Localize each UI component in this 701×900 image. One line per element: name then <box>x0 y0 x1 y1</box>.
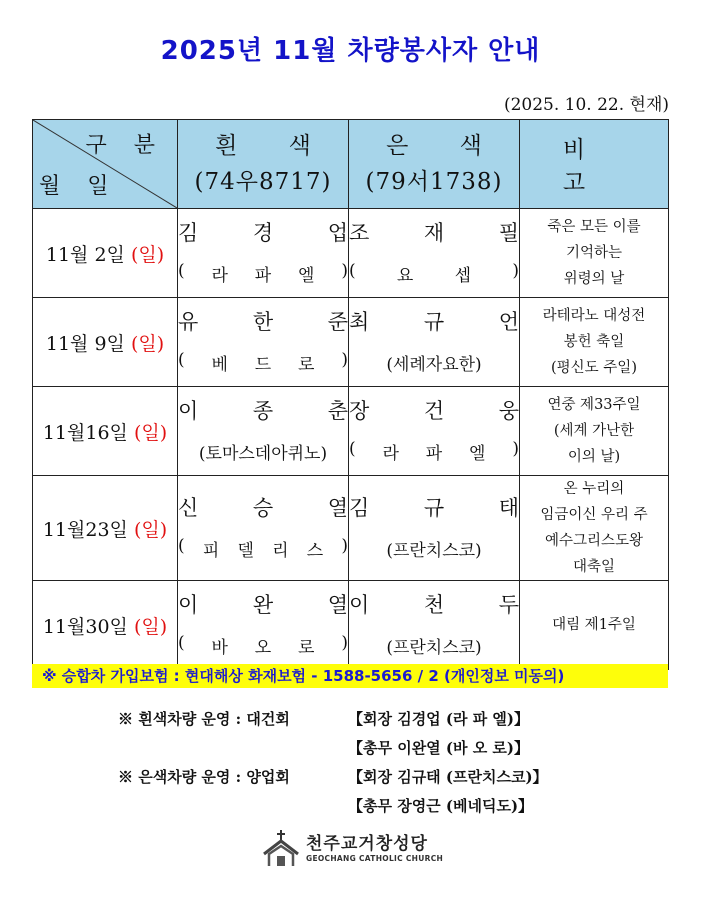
silver-volunteer-name-char: 조 <box>349 220 370 245</box>
white-baptism-name-char: ) <box>341 260 348 281</box>
weekday-sunday: (일) <box>130 332 165 355</box>
silver-volunteer-name-char: 태 <box>498 495 519 520</box>
table-row <box>33 298 669 387</box>
date-cell <box>33 209 178 298</box>
white-volunteer-cell <box>178 298 349 387</box>
silver-volunteer-name-char: 이 <box>349 592 370 617</box>
white-baptism-name-char: 델 <box>237 540 254 561</box>
note-header: 비 고 <box>520 120 669 209</box>
white-volunteer-name-char: 김 <box>178 220 199 245</box>
as-of-date: (2025. 10. 22. 현재) <box>503 95 669 115</box>
table-row <box>33 387 669 476</box>
white-volunteer-name-char: 열 <box>327 592 348 617</box>
church-name-english: GEOCHANG CATHOLIC CHURCH <box>306 853 444 863</box>
white-baptism-name <box>178 261 348 286</box>
white-volunteer-name <box>178 589 348 619</box>
white-baptism-name-char: 바 <box>211 637 228 658</box>
white-car-plate: (74우8717) <box>194 169 332 195</box>
white-baptism-name-char: ) <box>341 535 348 556</box>
white-volunteer-name-char: 완 <box>252 592 274 617</box>
silver-baptism-name-char: 엘 <box>469 443 486 464</box>
silver-baptism-name <box>349 439 519 464</box>
silver-baptism-name-char: 요 <box>396 265 414 286</box>
date-cell <box>33 298 178 387</box>
white-baptism-name-char: ( <box>178 535 185 556</box>
note-line: 대축일 <box>572 559 616 575</box>
white-baptism-name <box>178 350 348 375</box>
white-baptism-name-char: ( <box>178 349 185 370</box>
note-cell <box>520 476 669 581</box>
church-name-korean: 천주교거창성당 <box>306 833 428 854</box>
silver-baptism-name <box>349 261 519 286</box>
white-volunteer-name <box>178 395 348 425</box>
silver-car-label: 은 색 <box>386 133 504 159</box>
note-line: 기억하는 <box>565 245 623 261</box>
white-volunteer-name <box>178 217 348 247</box>
white-baptism-name-char: 오 <box>254 637 272 658</box>
white-volunteer-name-char: 경 <box>252 220 274 245</box>
silver-baptism-name-char: ) <box>512 438 519 459</box>
note-cell <box>520 209 669 298</box>
white-volunteer-name-char: 춘 <box>327 398 348 423</box>
silver-baptism-name-char: ( <box>349 260 356 281</box>
white-volunteer-cell <box>178 476 349 581</box>
white-volunteer-cell <box>178 209 349 298</box>
note-line: 봉헌 축일 <box>563 334 625 350</box>
operation-officer: 【총무 이완열 (바 오 로)】 <box>348 739 530 757</box>
date-text: 11월23일 <box>42 518 128 541</box>
white-baptism-name-char: ( <box>178 260 185 281</box>
silver-volunteer-name-char: 김 <box>349 495 370 520</box>
silver-volunteer-name-char: 건 <box>423 398 445 423</box>
white-volunteer-name-char: 한 <box>252 309 274 334</box>
silver-volunteer-name-char: 두 <box>498 592 519 617</box>
note-line: 예수그리스도왕 <box>544 533 644 549</box>
table-header-row <box>33 120 669 209</box>
corner-header-cell <box>33 120 178 209</box>
silver-baptism-name-char: 셉 <box>454 265 472 286</box>
operation-row <box>118 791 548 820</box>
white-volunteer-name-char: 이 <box>178 398 199 423</box>
silver-baptism-name-char: ( <box>349 438 356 459</box>
date-cell <box>33 476 178 581</box>
silver-volunteer-cell <box>349 298 520 387</box>
date-text: 11월30일 <box>42 615 128 638</box>
white-volunteer-cell <box>178 581 349 670</box>
date-cell <box>33 581 178 670</box>
table-row <box>33 581 669 670</box>
date-text: 11월16일 <box>42 421 128 444</box>
white-baptism-name: (토마스데아퀴노) <box>198 443 328 464</box>
white-volunteer-name <box>178 306 348 336</box>
note-cell <box>520 387 669 476</box>
operations-list <box>118 704 548 820</box>
white-baptism-name-char: ) <box>341 632 348 653</box>
white-volunteer-name-char: 준 <box>327 309 348 334</box>
silver-volunteer-name-char: 재 <box>423 220 445 245</box>
note-line: 임금이신 우리 주 <box>540 507 648 523</box>
operation-row <box>118 733 548 762</box>
silver-car-plate: (79서1738) <box>365 169 503 195</box>
operation-officer: 【총무 장영근 (베네딕도)】 <box>348 797 534 815</box>
note-line: (평신도 주일) <box>551 360 637 376</box>
white-baptism-name-char: ( <box>178 632 185 653</box>
white-volunteer-name-char: 승 <box>252 495 274 520</box>
table-row <box>33 209 669 298</box>
silver-volunteer-name-char: 규 <box>423 309 445 334</box>
header-gubun: 구 분 <box>85 133 165 158</box>
silver-volunteer-name-char: 웅 <box>498 398 519 423</box>
weekday-sunday: (일) <box>133 421 168 444</box>
date-text: 11월 2일 <box>45 243 125 266</box>
white-baptism-name-char: 엘 <box>298 265 315 286</box>
note-line: 이의 날) <box>567 449 621 465</box>
note-cell <box>520 581 669 670</box>
silver-volunteer-name <box>349 492 519 522</box>
date-text: 11월 9일 <box>45 332 125 355</box>
white-car-header <box>178 120 349 209</box>
weekday-sunday: (일) <box>130 243 165 266</box>
silver-volunteer-name <box>349 395 519 425</box>
white-volunteer-name-char: 열 <box>327 495 348 520</box>
white-baptism-name-char: 로 <box>298 637 315 658</box>
page-title: 2025년 11월 차량봉사자 안내 <box>160 36 541 66</box>
white-baptism-name-char: 베 <box>211 354 228 375</box>
white-volunteer-name <box>178 492 348 522</box>
operation-row <box>118 762 548 791</box>
note-line: 라테라노 대성전 <box>542 308 646 324</box>
silver-baptism-name: (프란치스코) <box>386 637 482 658</box>
white-baptism-name <box>178 633 348 658</box>
operation-officer: 【회장 김경업 (라 파 엘)】 <box>348 710 530 728</box>
note-line: (세계 가난한 <box>553 423 635 439</box>
insurance-banner: ※ 승합차 가입보험 : 현대해상 화재보험 - 1588-5656 / 2 (개인정보 미동의) <box>32 664 668 688</box>
silver-volunteer-name-char: 천 <box>423 592 445 617</box>
white-volunteer-name-char: 업 <box>327 220 348 245</box>
silver-volunteer-name-char: 최 <box>349 309 370 334</box>
white-baptism-name <box>178 536 348 561</box>
header-wolil: 월 일 <box>39 174 119 199</box>
silver-volunteer-name-char: 필 <box>498 220 519 245</box>
silver-volunteer-cell <box>349 387 520 476</box>
white-volunteer-name-char: 유 <box>178 309 199 334</box>
weekday-sunday: (일) <box>133 518 168 541</box>
white-baptism-name-char: 라 <box>211 265 228 286</box>
table-row <box>33 476 669 581</box>
white-baptism-name-char: ) <box>341 349 348 370</box>
silver-volunteer-name-char: 규 <box>423 495 445 520</box>
white-baptism-name-char: 파 <box>254 265 272 286</box>
silver-car-header <box>349 120 520 209</box>
silver-volunteer-name <box>349 589 519 619</box>
note-line: 죽은 모든 이를 <box>547 219 641 235</box>
operation-label: ※ 은색차량 운영 : 양업회 <box>118 768 290 786</box>
church-icon <box>262 828 300 868</box>
silver-volunteer-name <box>349 217 519 247</box>
white-volunteer-name-char: 종 <box>252 398 274 423</box>
white-baptism-name-char: 스 <box>306 540 324 561</box>
operation-officer: 【회장 김규태 (프란치스코)】 <box>348 768 548 786</box>
silver-volunteer-name <box>349 306 519 336</box>
silver-volunteer-name-char: 장 <box>349 398 370 423</box>
silver-baptism-name: (프란치스코) <box>386 540 482 561</box>
church-logo <box>262 828 443 868</box>
schedule-table <box>32 119 669 670</box>
note-line: 온 누리의 <box>563 481 625 497</box>
silver-volunteer-name-char: 언 <box>498 309 519 334</box>
silver-volunteer-cell <box>349 209 520 298</box>
note-line: 대림 제1주일 <box>552 617 636 633</box>
white-baptism-name-char: 리 <box>272 540 289 561</box>
white-volunteer-cell <box>178 387 349 476</box>
silver-volunteer-cell <box>349 476 520 581</box>
note-cell <box>520 298 669 387</box>
weekday-sunday: (일) <box>133 615 168 638</box>
operation-label: ※ 흰색차량 운영 : 대건회 <box>118 710 290 728</box>
white-volunteer-name-char: 이 <box>178 592 199 617</box>
note-line: 위령의 날 <box>563 271 625 287</box>
silver-volunteer-cell <box>349 581 520 670</box>
white-car-label: 흰 색 <box>215 133 333 159</box>
note-line: 연중 제33주일 <box>547 397 641 413</box>
white-baptism-name-char: 로 <box>298 354 315 375</box>
silver-baptism-name: (세례자요한) <box>386 354 482 375</box>
white-baptism-name-char: 드 <box>254 354 272 375</box>
white-baptism-name-char: 피 <box>202 540 220 561</box>
silver-baptism-name-char: 라 <box>382 443 399 464</box>
silver-baptism-name-char: 파 <box>425 443 443 464</box>
silver-baptism-name-char: ) <box>512 260 519 281</box>
white-volunteer-name-char: 신 <box>178 495 199 520</box>
date-cell <box>33 387 178 476</box>
operation-row <box>118 704 548 733</box>
